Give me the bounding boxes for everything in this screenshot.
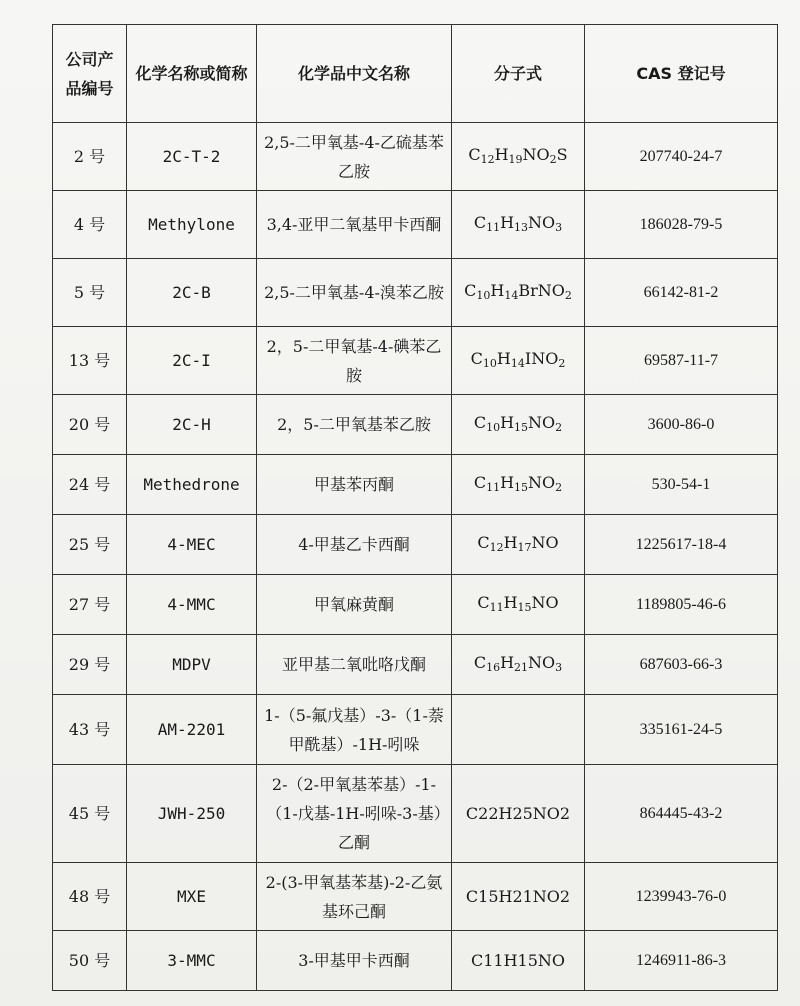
cell-cas: 335161-24-5 xyxy=(585,695,778,765)
cell-chinese-name: 2,5-二甲氧基-4-乙硫基苯乙胺 xyxy=(257,123,452,191)
cell-formula: $C_{10}H_{15}NO_2$ xyxy=(452,395,585,455)
cell-chinese-name: 1-（5-氟戊基）-3-（1-萘甲酰基）-1H-吲哚 xyxy=(257,695,452,765)
header-product-id: 公司产品编号 xyxy=(53,25,127,123)
cell-chinese-name: 2，5-二甲氧基苯乙胺 xyxy=(257,395,452,455)
cell-formula: $C_{12}H_{19}NO_2S$ xyxy=(452,123,585,191)
cell-chinese-name: 2-(3-甲氧基苯基)-2-乙氨基环己酮 xyxy=(257,863,452,931)
cell-product-id: 13 号 xyxy=(53,327,127,395)
cell-chem-name: Methylone xyxy=(127,191,257,259)
cell-chinese-name: 甲基苯丙酮 xyxy=(257,455,452,515)
cell-cas: 864445-43-2 xyxy=(585,765,778,863)
cell-cas: 530-54-1 xyxy=(585,455,778,515)
cell-formula: $C_{12}H_{17}NO$ xyxy=(452,515,585,575)
cell-chinese-name: 2-（2-甲氧基苯基）-1-（1-戊基-1H-吲哚-3-基）乙酮 xyxy=(257,765,452,863)
cell-cas: 687603-66-3 xyxy=(585,635,778,695)
cell-formula xyxy=(452,695,585,765)
table-row xyxy=(53,395,778,455)
header-cas: CAS 登记号 xyxy=(585,25,778,123)
table-row xyxy=(53,695,778,765)
cell-chem-name: Methedrone xyxy=(127,455,257,515)
cell-product-id: 25 号 xyxy=(53,515,127,575)
cell-product-id: 20 号 xyxy=(53,395,127,455)
table-row xyxy=(53,515,778,575)
cell-chinese-name: 3,4-亚甲二氧基甲卡西酮 xyxy=(257,191,452,259)
header-chinese-name: 化学品中文名称 xyxy=(257,25,452,123)
cell-chem-name: JWH-250 xyxy=(127,765,257,863)
cell-chem-name: 4-MMC xyxy=(127,575,257,635)
cell-formula: C22H25NO2 xyxy=(452,765,585,863)
table-row xyxy=(53,327,778,395)
cell-chem-name: 2C-H xyxy=(127,395,257,455)
table-row xyxy=(53,123,778,191)
cell-chinese-name: 2,5-二甲氧基-4-溴苯乙胺 xyxy=(257,259,452,327)
cell-chinese-name: 3-甲基甲卡西酮 xyxy=(257,931,452,991)
cell-chem-name: AM-2201 xyxy=(127,695,257,765)
cell-chem-name: MXE xyxy=(127,863,257,931)
cell-cas: 1225617-18-4 xyxy=(585,515,778,575)
cell-chem-name: MDPV xyxy=(127,635,257,695)
table-header-row xyxy=(53,25,778,123)
cell-chinese-name: 4-甲基乙卡西酮 xyxy=(257,515,452,575)
table-row xyxy=(53,259,778,327)
cell-product-id: 27 号 xyxy=(53,575,127,635)
header-chem-name: 化学名称或简称 xyxy=(127,25,257,123)
cell-product-id: 45 号 xyxy=(53,765,127,863)
cell-cas: 66142-81-2 xyxy=(585,259,778,327)
cell-product-id: 43 号 xyxy=(53,695,127,765)
table-row xyxy=(53,765,778,863)
chemical-table xyxy=(52,24,778,991)
cell-cas: 1239943-76-0 xyxy=(585,863,778,931)
cell-chem-name: 2C-T-2 xyxy=(127,123,257,191)
cell-formula: $C_{16}H_{21}NO_3$ xyxy=(452,635,585,695)
table-row xyxy=(53,863,778,931)
cell-cas: 207740-24-7 xyxy=(585,123,778,191)
cell-product-id: 29 号 xyxy=(53,635,127,695)
cell-chem-name: 2C-I xyxy=(127,327,257,395)
cell-formula: C11H15NO xyxy=(452,931,585,991)
table-row xyxy=(53,455,778,515)
cell-cas: 1246911-86-3 xyxy=(585,931,778,991)
cell-formula: $C_{10}H_{14}INO_2$ xyxy=(452,327,585,395)
cell-product-id: 50 号 xyxy=(53,931,127,991)
cell-chem-name: 2C-B xyxy=(127,259,257,327)
header-formula: 分子式 xyxy=(452,25,585,123)
cell-product-id: 48 号 xyxy=(53,863,127,931)
cell-chinese-name: 亚甲基二氧吡咯戊酮 xyxy=(257,635,452,695)
cell-chem-name: 4-MEC xyxy=(127,515,257,575)
cell-product-id: 2 号 xyxy=(53,123,127,191)
cell-cas: 3600-86-0 xyxy=(585,395,778,455)
table-row xyxy=(53,575,778,635)
cell-product-id: 5 号 xyxy=(53,259,127,327)
cell-formula: $C_{10}H_{14}BrNO_2$ xyxy=(452,259,585,327)
cell-chinese-name: 甲氧麻黄酮 xyxy=(257,575,452,635)
table-row xyxy=(53,931,778,991)
cell-product-id: 24 号 xyxy=(53,455,127,515)
cell-cas: 69587-11-7 xyxy=(585,327,778,395)
cell-chinese-name: 2，5-二甲氧基-4-碘苯乙胺 xyxy=(257,327,452,395)
table-row xyxy=(53,635,778,695)
cell-formula: C15H21NO2 xyxy=(452,863,585,931)
cell-cas: 186028-79-5 xyxy=(585,191,778,259)
cell-formula: $C_{11}H_{15}NO_2$ xyxy=(452,455,585,515)
cell-chem-name: 3-MMC xyxy=(127,931,257,991)
cell-formula: $C_{11}H_{15}NO$ xyxy=(452,575,585,635)
table-row xyxy=(53,191,778,259)
cell-product-id: 4 号 xyxy=(53,191,127,259)
cell-cas: 1189805-46-6 xyxy=(585,575,778,635)
cell-formula: $C_{11}H_{13}NO_3$ xyxy=(452,191,585,259)
